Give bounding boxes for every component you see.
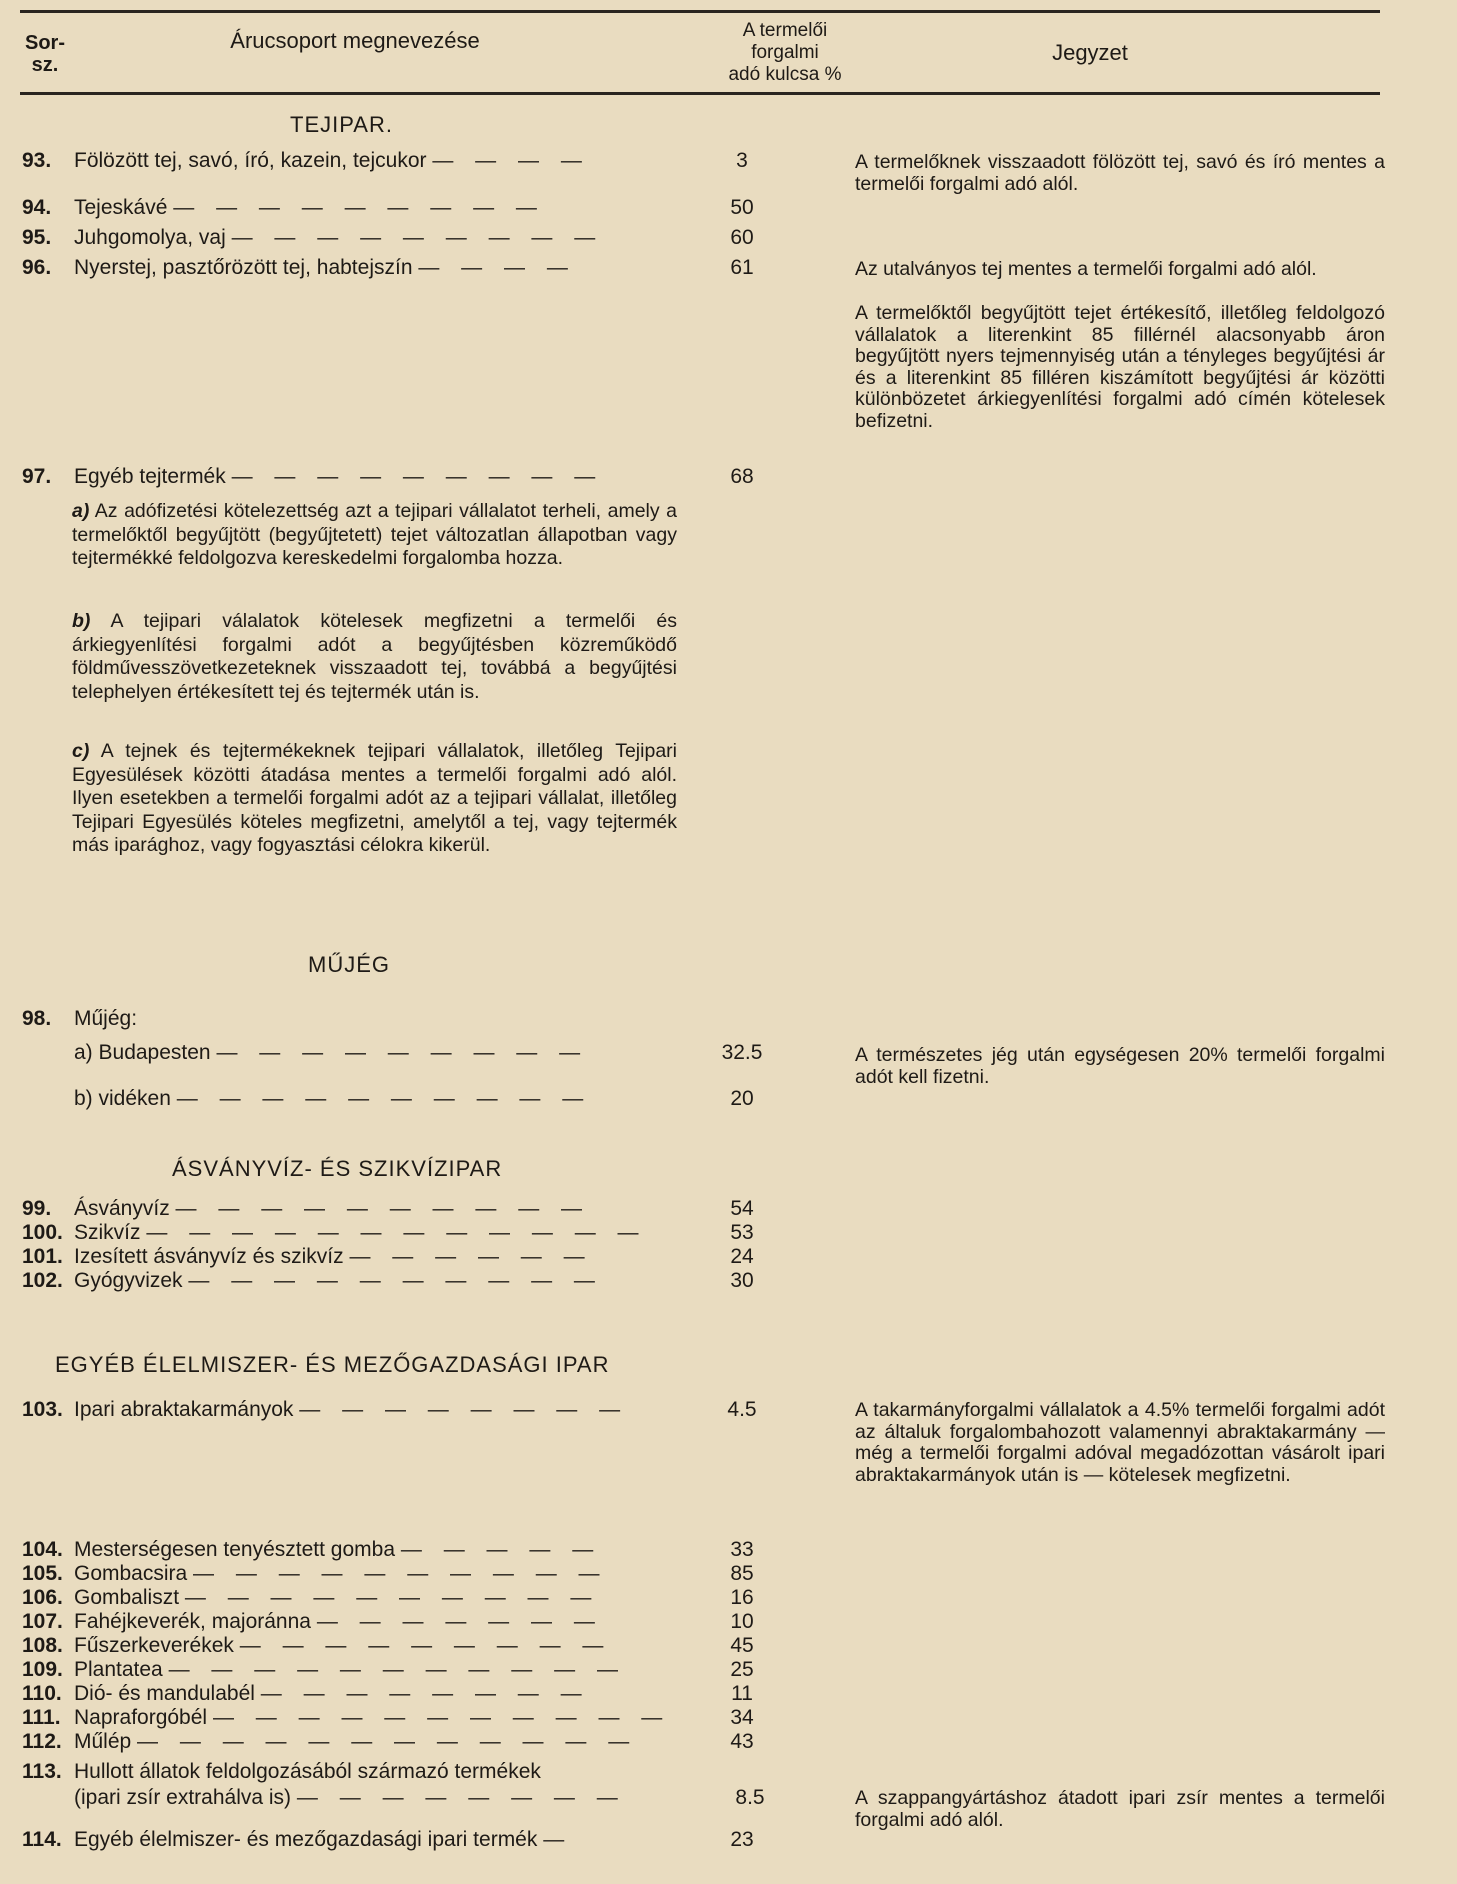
row-leader: — — — — — xyxy=(400,1538,602,1561)
row-rate: 30 xyxy=(730,1269,754,1292)
row-rate: 24 xyxy=(730,1245,754,1268)
row-number: 114. xyxy=(22,1828,62,1851)
row-leader: — — — — — — — — — xyxy=(231,226,604,249)
paragraph-label: a) xyxy=(72,500,90,522)
row-rate: 68 xyxy=(730,465,754,488)
table-row xyxy=(22,1586,599,1610)
note-103: A takarmányforgalmi vállalatok a 4.5% termelői forgalmi adót az általuk forgalombahozott valamennyi abraktakarmány — még a termelői forgalmi adóval megadózottan vásárolt ipari abraktakarmányok után is — kötelesek megfizetni. xyxy=(855,1399,1385,1486)
row-number: 96. xyxy=(22,256,52,279)
header-tax-rate xyxy=(710,20,860,86)
row-name: Egyéb élelmiszer- és mezőgazdasági ipari termék xyxy=(74,1828,538,1851)
row-leader: — — — — xyxy=(432,149,590,172)
table-row xyxy=(22,1730,637,1754)
row-number: 113. xyxy=(22,1760,62,1783)
row-rate: 33 xyxy=(730,1538,754,1561)
row-name: Hullott állatok feldolgozásából származó termékek xyxy=(74,1760,541,1783)
row-name: Juhgomolya, vaj xyxy=(74,226,226,249)
row-number: 97. xyxy=(22,465,52,488)
table-row xyxy=(22,256,576,280)
row-name: Ipari abraktakarmányok xyxy=(74,1398,294,1421)
paragraph-label: c) xyxy=(72,740,90,762)
row-name: Egyéb tejtermék xyxy=(74,465,226,488)
row-leader: — — — — — — — xyxy=(316,1610,603,1633)
row-number: 102. xyxy=(22,1269,63,1292)
row-name: Tejeskávé xyxy=(74,196,168,219)
table-row xyxy=(74,1041,588,1065)
row-number: 107. xyxy=(22,1610,63,1633)
table-row xyxy=(22,1245,593,1269)
row-rate: 25 xyxy=(730,1658,754,1681)
table-row xyxy=(22,1828,572,1852)
row-number: 112. xyxy=(22,1730,62,1753)
row-number: 106. xyxy=(22,1586,63,1609)
row-name: Nyerstej, pasztőrözött tej, habtejszín xyxy=(74,256,413,279)
row-leader: — — — — — — — — xyxy=(299,1398,629,1421)
row-number: 101. xyxy=(22,1245,63,1268)
note-96-begyujtott: A termelőktől begyűjtött tejet értékesítő, illetőleg feldolgozó vállalatok a literenkint 85 fillérnél alacsonyabb áron begyűjtött nyers tejmennyiség után a tényleges begyűjtési ár és a literenkint 85 filléren kiszámított begyűjtési ár közötti különbözetet árkiegyenlítési forgalmi adó címén kötelesek befizetni. xyxy=(855,302,1385,432)
table-row xyxy=(74,1087,591,1111)
table-row xyxy=(22,196,545,220)
paragraph-label: b) xyxy=(72,610,91,632)
row-name: Gyógyvizek xyxy=(74,1269,183,1292)
row-leader: — — — — — — — — — — xyxy=(176,1087,592,1110)
row-rate: 10 xyxy=(730,1610,754,1633)
row-leader: — — — — — — — — — — — — xyxy=(137,1730,638,1753)
row-name: Fűszerkeverékek xyxy=(74,1634,234,1657)
row-rate: 85 xyxy=(730,1562,754,1585)
table-row xyxy=(22,1682,590,1706)
row-leader: — — — — — — — — — — — xyxy=(212,1706,671,1729)
table-row xyxy=(22,1634,611,1658)
row-leader: — — — — — — — — — — xyxy=(175,1197,591,1220)
table-row xyxy=(22,465,603,489)
row-number: 110. xyxy=(22,1682,62,1705)
table-row xyxy=(22,1562,608,1586)
row-rate: 23 xyxy=(730,1828,754,1851)
row-name: a) Budapesten xyxy=(74,1041,211,1064)
note-96-utalvanyos: Az utalványos tej mentes a termelői forgalmi adó alól. xyxy=(855,258,1317,280)
note-93: A termelőknek visszaadott fölözött tej, savó és író mentes a termelői forgalmi adó alól. xyxy=(855,151,1385,195)
row-rate: 60 xyxy=(730,226,754,249)
header-serial-number xyxy=(20,32,70,76)
row-rate: 45 xyxy=(730,1634,754,1657)
paragraph-c xyxy=(72,740,677,858)
row-leader: — — — — — — xyxy=(349,1245,593,1268)
row-rate: 50 xyxy=(730,196,754,219)
table-row xyxy=(22,1197,590,1221)
row-rate: 3 xyxy=(736,149,748,172)
row-number: 109. xyxy=(22,1658,63,1681)
top-rule xyxy=(20,10,1380,13)
row-leader: — — — — xyxy=(418,256,576,279)
section-mujeg: MŰJÉG xyxy=(308,952,390,977)
row-number: 95. xyxy=(22,226,52,249)
row-number: 100. xyxy=(22,1221,63,1244)
row-leader: — — — — — — — — xyxy=(260,1682,590,1705)
table-row xyxy=(22,1269,603,1293)
header-product-group: Árucsoport megnevezése xyxy=(230,28,480,53)
row-number: 98. xyxy=(22,1007,52,1030)
row-leader: — — — — — — — — — xyxy=(216,1041,589,1064)
header-note: Jegyzet xyxy=(1052,40,1128,65)
row-number: 93. xyxy=(22,149,52,172)
table-row xyxy=(22,1398,628,1422)
row-rate: 54 xyxy=(730,1197,754,1220)
row-leader: — xyxy=(543,1828,573,1851)
row-number: 111. xyxy=(22,1706,61,1729)
row-leader: — — — — — — — — — — — xyxy=(168,1658,626,1681)
paragraph-text: A tejipari válalatok kötelesek megfizetni a termelői és árkiegyenlítési forgalmi adót a begyűjtésben közreműködő földművesszövetkezeteknek visszaadott tej, továbbá a begyűjtési telephelyen értékesített tej és tejtermék után is. xyxy=(72,610,678,703)
paragraph-text: Az adófizetési kötelezettség azt a tejipari vállalatot terheli, amely a termelőktől begyűjtött (begyűjtetett) tejet változatlan állapotban vagy tejtermékké feldolgozva kereskedelmi forgalomba hozza. xyxy=(72,500,677,570)
table-row xyxy=(74,1786,626,1810)
row-name: b) vidéken xyxy=(74,1087,171,1110)
row-name: Szikvíz xyxy=(74,1221,141,1244)
row-rate: 43 xyxy=(730,1730,754,1753)
table-row xyxy=(22,226,603,250)
table-row xyxy=(22,1706,670,1730)
row-leader: — — — — — — — — — — xyxy=(193,1562,608,1585)
paragraph-b xyxy=(72,610,677,704)
row-name: Fölözött tej, savó, író, kazein, tejcukor xyxy=(74,149,427,172)
table-row xyxy=(22,1007,137,1031)
header-rate-line2: forgalmi xyxy=(751,42,819,63)
row-leader: — — — — — — — — — xyxy=(231,465,604,488)
row-name: Plantatea xyxy=(74,1658,163,1681)
row-name: Gombacsira xyxy=(74,1562,188,1585)
row-number: 99. xyxy=(22,1197,52,1220)
row-name: Gombaliszt xyxy=(74,1586,180,1609)
row-number: 108. xyxy=(22,1634,63,1657)
row-name: Mesterségesen tenyésztett gomba xyxy=(74,1538,396,1561)
row-rate: 32.5 xyxy=(721,1041,763,1064)
row-leader: — — — — — — — — — xyxy=(173,196,545,219)
row-name: Fahéjkeverék, majoránna xyxy=(74,1610,311,1633)
section-tejipar: TEJIPAR. xyxy=(290,112,393,137)
header-rule xyxy=(20,92,1380,95)
table-row xyxy=(22,1658,626,1682)
row-leader: — — — — — — — — — xyxy=(239,1634,612,1657)
section-egyeb-elelmiszer: EGYÉB ÉLELMISZER- ÉS MEZŐGAZDASÁGI IPAR xyxy=(55,1352,610,1377)
row-name: Napraforgóbél xyxy=(74,1706,208,1729)
header-rate-line3: adó kulcsa % xyxy=(728,64,842,85)
row-number: 104. xyxy=(22,1538,63,1561)
row-number: 103. xyxy=(22,1398,63,1421)
paragraph-text: A tejnek és tejtermékeknek tejipari vállalatok, illetőleg Tejipari Egyesülések közötti átadása mentes a termelői forgalmi adó alól. Ilyen esetekben a termelői forgalmi adót az a tejipari vállalat, illetőleg Tejipari Egyesülés köteles megfizetni, amelytől a tej, vagy tejtermék más iparághoz, vagy fogyasztási célokra kikerül. xyxy=(72,740,677,857)
table-row xyxy=(22,1760,541,1784)
row-rate: 11 xyxy=(731,1682,753,1705)
row-name: Dió- és mandulabél xyxy=(74,1682,255,1705)
header-rate-line1: A termelői xyxy=(742,20,828,41)
row-name: (ipari zsír extrahálva is) xyxy=(74,1786,292,1809)
row-leader: — — — — — — — — — — — — xyxy=(146,1221,647,1244)
table-row xyxy=(22,149,590,173)
row-leader: — — — — — — — — — — xyxy=(188,1269,603,1292)
row-rate: 16 xyxy=(730,1586,754,1609)
row-rate: 61 xyxy=(730,256,754,279)
row-leader: — — — — — — — — — — xyxy=(184,1586,600,1609)
row-rate: 34 xyxy=(730,1706,754,1729)
paragraph-a xyxy=(72,500,677,571)
note-113: A szappangyártáshoz átadott ipari zsír mentes a termelői forgalmi adó alól. xyxy=(855,1787,1385,1831)
row-rate: 20 xyxy=(730,1087,754,1110)
row-number: 94. xyxy=(22,196,52,219)
table-row xyxy=(22,1610,603,1634)
row-rate: 4.5 xyxy=(727,1398,757,1421)
row-name: Műjég: xyxy=(74,1007,138,1030)
row-rate: 53 xyxy=(730,1221,754,1244)
row-name: Ásványvíz xyxy=(74,1197,170,1220)
section-asvanyviz: ÁSVÁNYVÍZ- ÉS SZIKVÍZIPAR xyxy=(172,1156,503,1181)
header-serial-line2: sz. xyxy=(31,54,59,76)
row-name: Izesített ásványvíz és szikvíz xyxy=(74,1245,344,1268)
row-leader: — — — — — — — — xyxy=(296,1786,626,1809)
header-serial-line1: Sor- xyxy=(25,32,65,54)
row-name: Műlép xyxy=(74,1730,132,1753)
table-row xyxy=(22,1221,647,1245)
row-rate: 8.5 xyxy=(735,1786,765,1809)
table-row xyxy=(22,1538,601,1562)
row-number: 105. xyxy=(22,1562,63,1585)
note-98: A természetes jég után egységesen 20% termelői forgalmi adót kell fizetni. xyxy=(855,1044,1385,1088)
